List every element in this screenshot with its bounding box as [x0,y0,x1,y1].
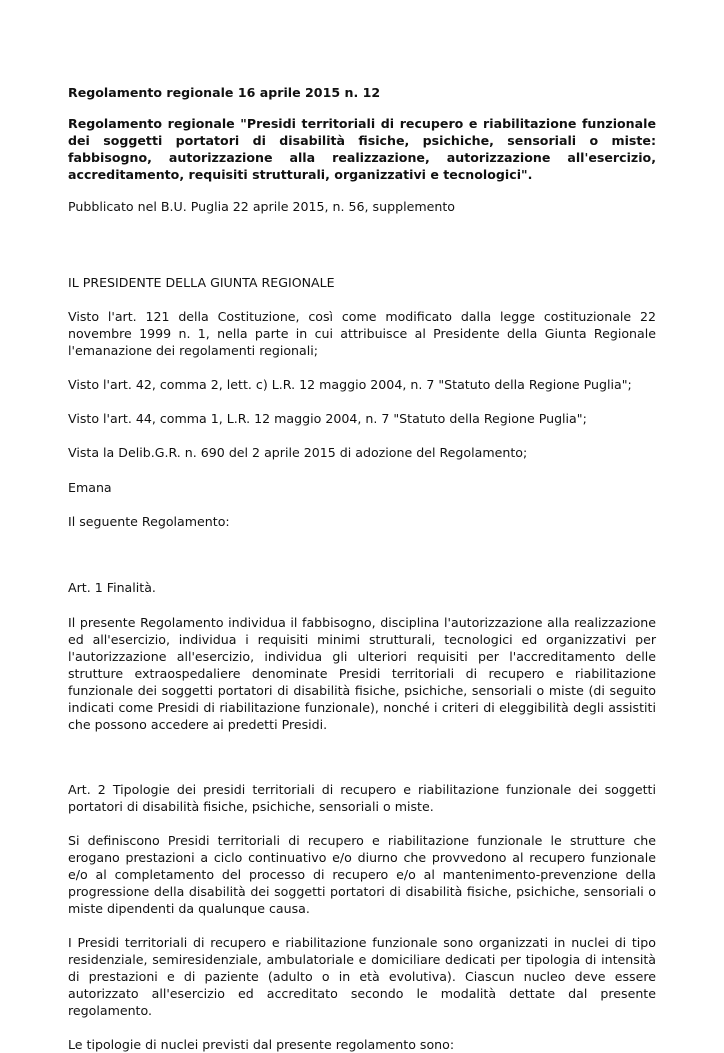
article-2-paragraph-2: I Presidi territoriali di recupero e riabilitazione funzionale sono organizzati in nuclei di tipo residenziale, semiresidenziale, ambulatoriale e domiciliare dedicati per tipologia di intensità di prestazioni e di paziente (adulto o in età evolutiva). Ciascun nucleo deve essere autorizzato all'esercizio ed accreditato secondo le modalità dettate dal presente regolamento. [68,935,656,1018]
recital-art-42: Visto l'art. 42, comma 2, lett. c) L.R. 12 maggio 2004, n. 7 "Statuto della Regione Puglia"; [68,377,632,392]
recital-delibera: Vista la Delib.G.R. n. 690 del 2 aprile 2015 di adozione del Regolamento; [68,445,528,460]
publication-note: Pubblicato nel B.U. Puglia 22 aprile 2015, n. 56, supplemento [68,199,455,214]
document-page [68,84,656,1053]
recital-art-44: Visto l'art. 44, comma 1, L.R. 12 maggio 2004, n. 7 "Statuto della Regione Puglia"; [68,411,587,426]
following-regulation-text: Il seguente Regolamento: [68,514,230,529]
document-title: Regolamento regionale 16 aprile 2015 n. 12 [68,85,381,100]
president-heading: IL PRESIDENTE DELLA GIUNTA REGIONALE [68,275,335,290]
emana-text: Emana [68,480,112,495]
article-2-paragraph-1: Si definiscono Presidi territoriali di recupero e riabilitazione funzionale le strutture che erogano prestazioni a ciclo continuativo e/o diurno che provvedono al recupero funzionale e/o al completamento del processo di recupero e/o al mantenimento-prevenzione della progressione della disabilità dei soggetti portatori di disabilità fisiche, psichiche, sensoriali o miste dipendenti da qualunque causa. [68,833,656,916]
article-2-title: Art. 2 Tipologie dei presidi territoriali di recupero e riabilitazione funzionale dei soggetti portatori di disabilità fisiche, psichiche, sensoriali o miste. [68,782,656,814]
recital-constitution: Visto l'art. 121 della Costituzione, così come modificato dalla legge costituzionale 22 novembre 1999 n. 1, nella parte in cui attribuisce al Presidente della Giunta Regionale l'emanazione dei regolamenti regionali; [68,309,656,358]
document-subtitle: Regolamento regionale "Presidi territoriali di recupero e riabilitazione funzionale dei soggetti portatori di disabilità fisiche, psichiche, sensoriali o miste: fabbisogno, autorizzazione alla realizzazione, autorizzazione all'esercizio, accreditamento, requisiti strutturali, organizzativi e tecnologici". [68,116,656,182]
article-1-paragraph: Il presente Regolamento individua il fabbisogno, disciplina l'autorizzazione alla realizzazione ed all'esercizio, individua i requisiti minimi strutturali, tecnologici ed organizzativi per l'autorizzazione all'esercizio, individua gli ulteriori requisiti per l'accreditamento delle strutture extraospedaliere denominate Presidi territoriali di recupero e riabilitazione funzionale dei soggetti portatori di disabilità fisiche, psichiche, sensoriali o miste (di seguito indicati come Presidi di riabilitazione funzionale), nonché i criteri di eleggibilità degli assistiti che possono accedere ai predetti Presidi. [68,615,656,732]
article-1-title: Art. 1 Finalità. [68,580,156,595]
article-2-paragraph-3: Le tipologie di nuclei previsti dal presente regolamento sono: [68,1037,455,1052]
